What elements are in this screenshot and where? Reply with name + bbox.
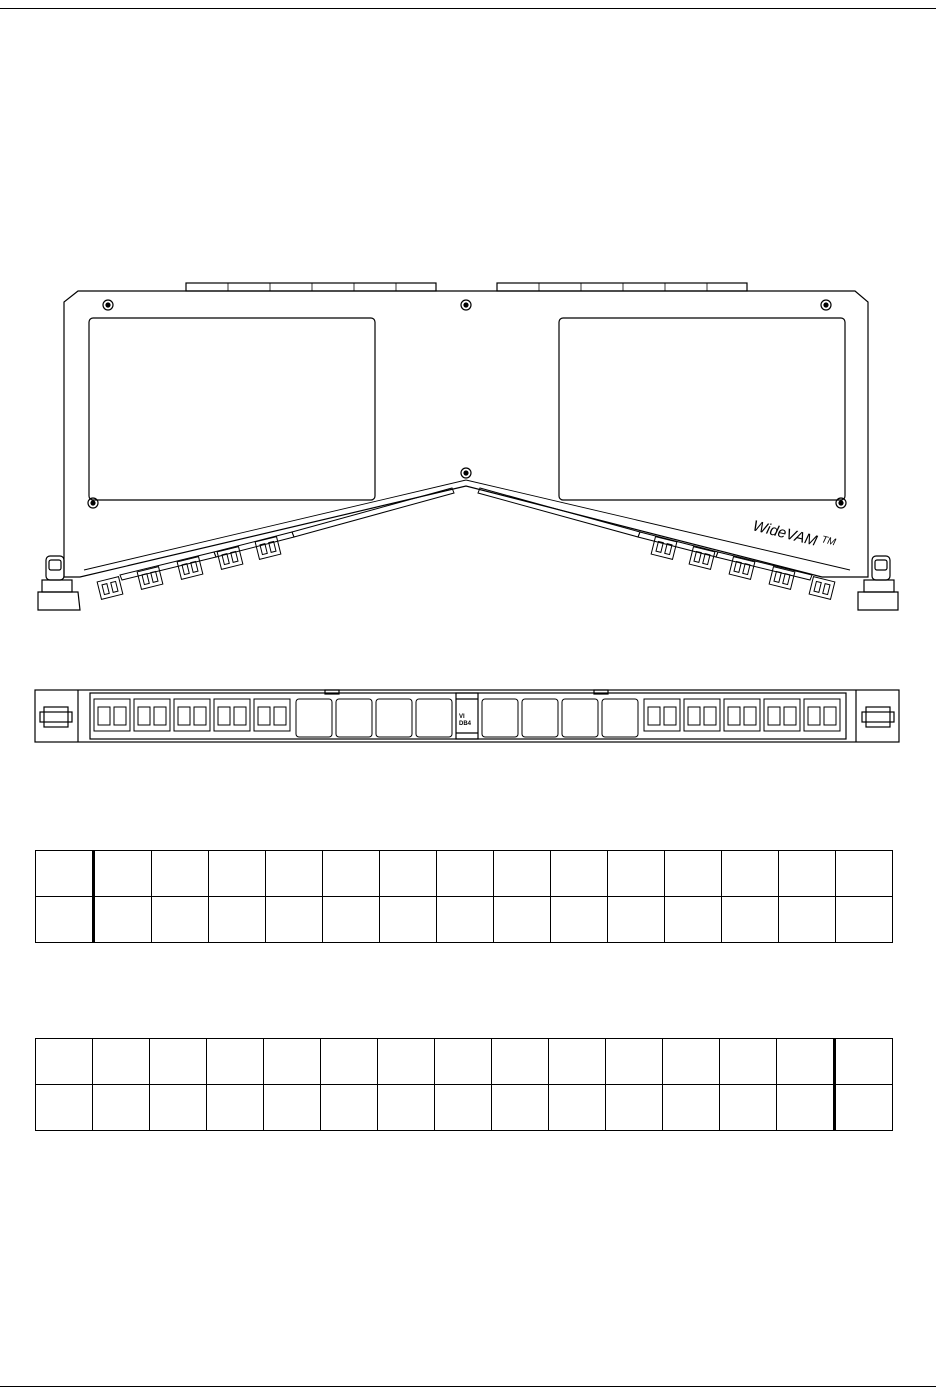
right-label-strip-cell	[321, 1085, 378, 1131]
right-label-strip-cell	[378, 1085, 435, 1131]
right-label-strip-cell	[777, 1085, 835, 1131]
left-label-strip-cell	[152, 897, 209, 943]
right-label-strip-cell	[835, 1085, 893, 1131]
brand-wordmark: WideVAM™	[751, 517, 837, 550]
right-label-strip-cell	[549, 1085, 606, 1131]
left-label-strip-cell	[608, 897, 665, 943]
left-label-strip-cell	[152, 851, 209, 897]
left-label-strip-cell	[665, 897, 722, 943]
right-label-strip-cell	[321, 1039, 378, 1085]
right-label-strip-cell	[93, 1039, 150, 1085]
right-label-strip-row	[36, 1039, 893, 1085]
right-label-strip-cell	[435, 1085, 492, 1131]
right-label-strip-cell	[207, 1039, 264, 1085]
left-label-strip-cell	[209, 897, 266, 943]
left-label-strip-cell	[437, 897, 494, 943]
page-bottom-rule	[0, 1386, 936, 1387]
left-label-strip-cell	[380, 897, 437, 943]
right-label-strip-cell	[150, 1039, 207, 1085]
left-label-strip-cell	[551, 851, 608, 897]
left-label-strip-cell	[836, 897, 893, 943]
right-label-strip-row	[36, 1085, 893, 1131]
right-label-strip-cell	[264, 1039, 321, 1085]
right-label-strip-cell	[720, 1085, 777, 1131]
left-label-strip-cell	[608, 851, 665, 897]
right-label-strip-cell	[264, 1085, 321, 1131]
right-label-strip-cell	[378, 1039, 435, 1085]
right-label-strip-cell	[492, 1039, 549, 1085]
right-label-strip-cell	[36, 1039, 93, 1085]
left-label-strip-cell	[722, 897, 779, 943]
left-label-strip-cell	[266, 851, 323, 897]
left-label-strip-cell	[323, 897, 380, 943]
right-label-strip-cell	[492, 1085, 549, 1131]
left-label-strip-cell	[323, 851, 380, 897]
left-port-label-strip	[35, 850, 893, 943]
left-label-strip-row	[36, 897, 893, 943]
left-label-strip-cell	[779, 851, 836, 897]
right-label-strip-cell	[150, 1085, 207, 1131]
right-label-strip-cell	[549, 1039, 606, 1085]
faceplate-logo: VI DB4	[459, 714, 472, 727]
left-label-strip-cell	[437, 851, 494, 897]
left-label-strip-cell	[494, 897, 551, 943]
left-label-strip-cell	[779, 897, 836, 943]
left-label-strip-cell	[494, 851, 551, 897]
blank-port-panels	[296, 699, 638, 737]
left-label-strip-cell	[36, 897, 94, 943]
right-port-label-strip	[35, 1038, 893, 1131]
right-label-strip-cell	[663, 1085, 720, 1131]
left-label-strip-cell	[36, 851, 94, 897]
left-label-strip-cell	[94, 897, 152, 943]
right-label-strip-cell	[207, 1085, 264, 1131]
left-label-strip-cell	[665, 851, 722, 897]
right-label-strip-cell	[663, 1039, 720, 1085]
left-label-strip-cell	[836, 851, 893, 897]
right-label-strip-cell	[93, 1085, 150, 1131]
left-label-strip-cell	[551, 897, 608, 943]
right-label-strip-cell	[720, 1039, 777, 1085]
right-label-strip-cell	[36, 1085, 93, 1131]
right-label-strip-cell	[606, 1039, 663, 1085]
left-label-strip-cell	[722, 851, 779, 897]
right-label-strip-cell	[435, 1039, 492, 1085]
left-label-strip-row	[36, 851, 893, 897]
left-label-strip-cell	[380, 851, 437, 897]
faceplate-outline	[35, 690, 899, 742]
right-label-strip-cell	[777, 1039, 835, 1085]
left-label-strip-cell	[209, 851, 266, 897]
right-label-strip-cell	[835, 1039, 893, 1085]
left-label-strip-cell	[94, 851, 152, 897]
left-label-strip-cell	[266, 897, 323, 943]
right-label-strip-cell	[606, 1085, 663, 1131]
